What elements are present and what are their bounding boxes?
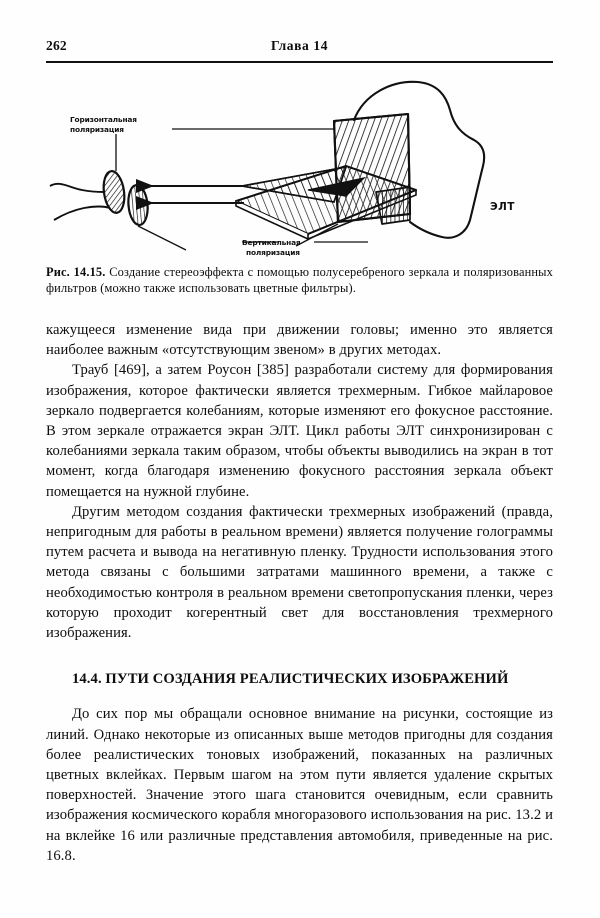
paragraph-4: До сих пор мы обращали основное внимание на рисунки, состоящие из линий. Однако некоторые из описанных выше методов пригодны для создания более реалистических тоновых изображений, показанных на различных цветных вклейках. Первым шагом на этом пути является удаление скрытых поверхностей. Значение этого шага становится очевидным, если сравнить изображения космического корабля многоразового использования на рис. 13.2 и на вклейке 16 или различные представления автомобиля, приведенные на рис. 16.8. bbox=[46, 706, 553, 864]
page-body bbox=[46, 320, 553, 866]
figure-14-15 bbox=[46, 74, 553, 259]
page-number: 262 bbox=[46, 38, 67, 53]
figure-caption-text: Создание стереоэффекта с помощью полусеребреного зеркала и поляризованных фильтров (можно также использовать цветные фильтры). bbox=[46, 265, 553, 296]
header-rule bbox=[46, 61, 553, 63]
section-heading: 14.4. ПУТИ СОЗДАНИЯ РЕАЛИСТИЧЕСКИХ ИЗОБРАЖЕНИЙ bbox=[72, 671, 509, 688]
viewer-eye-lines bbox=[50, 184, 110, 220]
light-rays bbox=[138, 186, 244, 203]
label-horizontal-polarization-line1: Горизонтальная bbox=[70, 115, 137, 124]
paragraph-2: Трауб [469], а затем Роусон [385] разработали систему для формирования изображения, которое фактически является трехмерным. Гибкое майларовое зеркало подвергается колебаниям, которые изменяют его фокусное расстояние. В этом зеркале отражается экран ЭЛТ. Цикл работы ЭЛТ синхронизирован с колебаниями зеркала таким образом, чтобы объекты выводились на экран в тот момент, когда благодаря изменению фокусного расстояния зеркала объект помещается на нужной глубине. bbox=[46, 362, 553, 500]
paragraph-1: кажущееся изменение вида при движении головы; именно это является наиболее важным «отсутствующим звеном» в других методах. bbox=[46, 322, 553, 359]
paragraph-3: Другим методом создания фактически трехмерных изображений (правда, непригодным для работы в реальном времени) является получение голограммы путем расчета и вывода на негативную пленку. Трудности использования этого метода связаны с большими затратами машинного времени, а также с необходимостью контроля в реальном времени светопропускания пленки, через которую проходит когерентный свет для восстановления трехмерного изображения. bbox=[46, 503, 553, 642]
label-vertical-polarization-line2: поляризация bbox=[246, 248, 300, 257]
figure-caption bbox=[46, 264, 553, 296]
figure-caption-number: Рис. 14.15. bbox=[46, 265, 106, 279]
stereo-mirror-diagram bbox=[46, 74, 553, 259]
running-head bbox=[46, 38, 553, 58]
label-crt: ЭЛТ bbox=[490, 201, 515, 213]
label-horizontal-polarization-line2: поляризация bbox=[70, 125, 124, 134]
label-vertical-polarization-line1: Вертикальная bbox=[242, 238, 301, 247]
polarizing-filter-vertical bbox=[127, 184, 149, 226]
chapter-title: Глава 14 bbox=[270, 38, 329, 53]
